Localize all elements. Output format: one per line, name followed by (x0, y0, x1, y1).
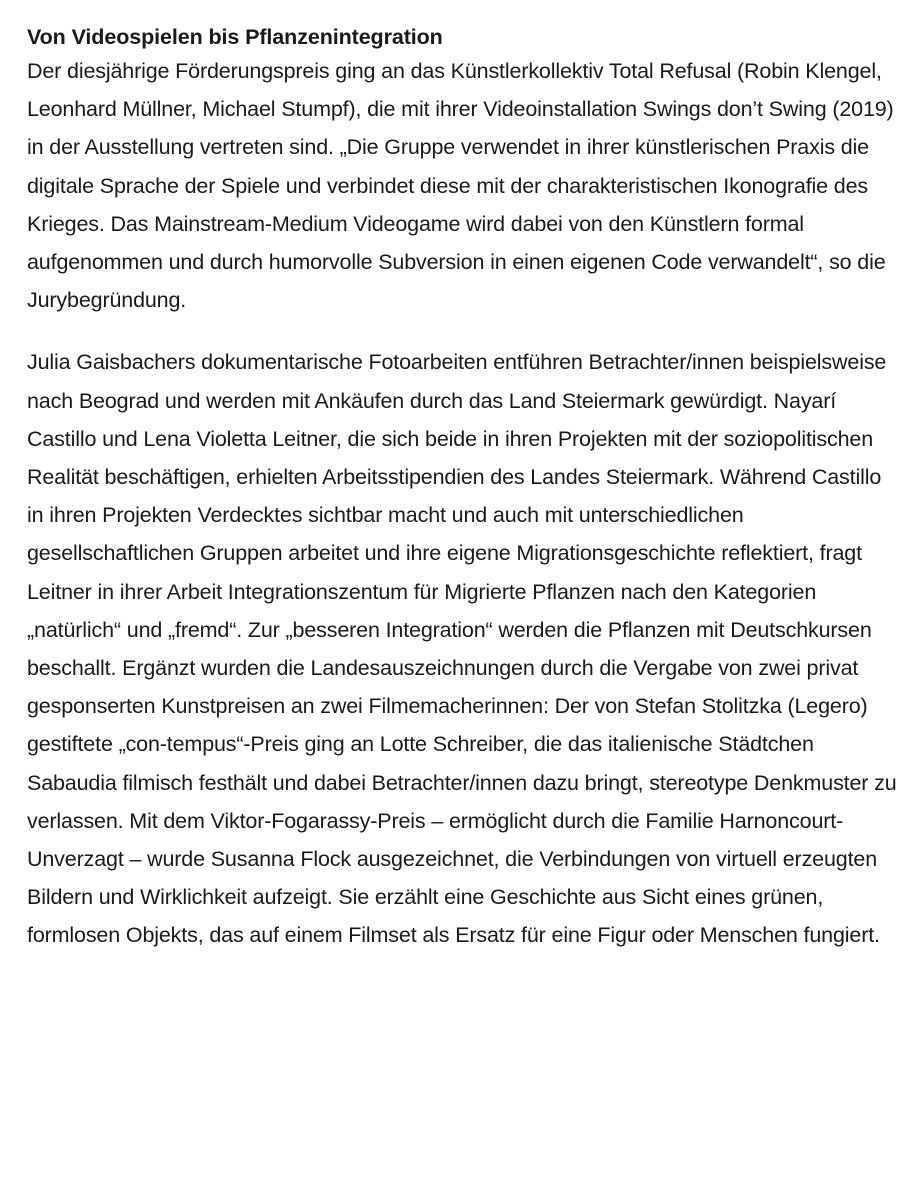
paragraph-auszeichnungen: Julia Gaisbachers dokumentarische Fotoarbeiten entführen Betrachter/innen beispielsweise nach Beograd und werden mit Ankäufen durch das Land Steiermark gewürdigt. Nayarí Castillo und Lena Violetta Leitner, die sich beide in ihren Projekten mit der soziopolitischen Realität beschäftigen, erhielten Arbeitsstipendien des Landes Steiermark. Während Castillo in ihren Projekten Verdecktes sichtbar macht und auch mit unterschiedlichen gesellschaftlichen Gruppen arbeitet und ihre eigene Migrationsgeschichte reflektiert, fragt Leitner in ihrer Arbeit Integrationszentum für Migrierte Pflanzen nach den Kategorien „natürlich“ und „fremd“. Zur „besseren Integration“ werden die Pflanzen mit Deutschkursen beschallt. Ergänzt wurden die Landesauszeichnungen durch die Vergabe von zwei privat gesponserten Kunstpreisen an zwei Filmemacherinnen: Der von Stefan Stolitzka (Legero) gestiftete „con-tempus“-Preis ging an Lotte Schreiber, die das italienische Städtchen Sabaudia filmisch festhält und dabei Betrachter/innen dazu bringt, stereotype Denkmuster zu verlassen. Mit dem Viktor-Fogarassy-Preis – ermöglicht durch die Familie Harnoncourt-Unverzagt – wurde Susanna Flock ausgezeichnet, die Verbindungen von virtuell erzeugten Bildern und Wirklichkeit aufzeigt. Sie erzählt eine Geschichte aus Sicht eines grünen, formlosen Objekts, das auf einem Filmset als Ersatz für eine Figur oder Menschen fungiert. (27, 350, 897, 948)
article-body (27, 22, 897, 955)
paragraph-foerderungspreis: Der diesjährige Förderungspreis ging an das Künstlerkollektiv Total Refusal (Robin Klengel, Leonhard Müllner, Michael Stumpf), die mit ihrer Videoinstallation Swings don’t Swing (2019) in der Ausstellung vertreten sind. „Die Gruppe verwendet in ihrer künstlerischen Praxis die digitale Sprache der Spiele und verbindet diese mit der charakteristischen Ikonografie des Krieges. Das Mainstream-Medium Videogame wird dabei von den Künstlern formal aufgenommen und durch humorvolle Subversion in einen eigenen Code verwandelt“, so die Jurybegründung. (27, 59, 894, 313)
section-heading: Von Videospielen bis Pflanzenintegration (27, 25, 443, 49)
